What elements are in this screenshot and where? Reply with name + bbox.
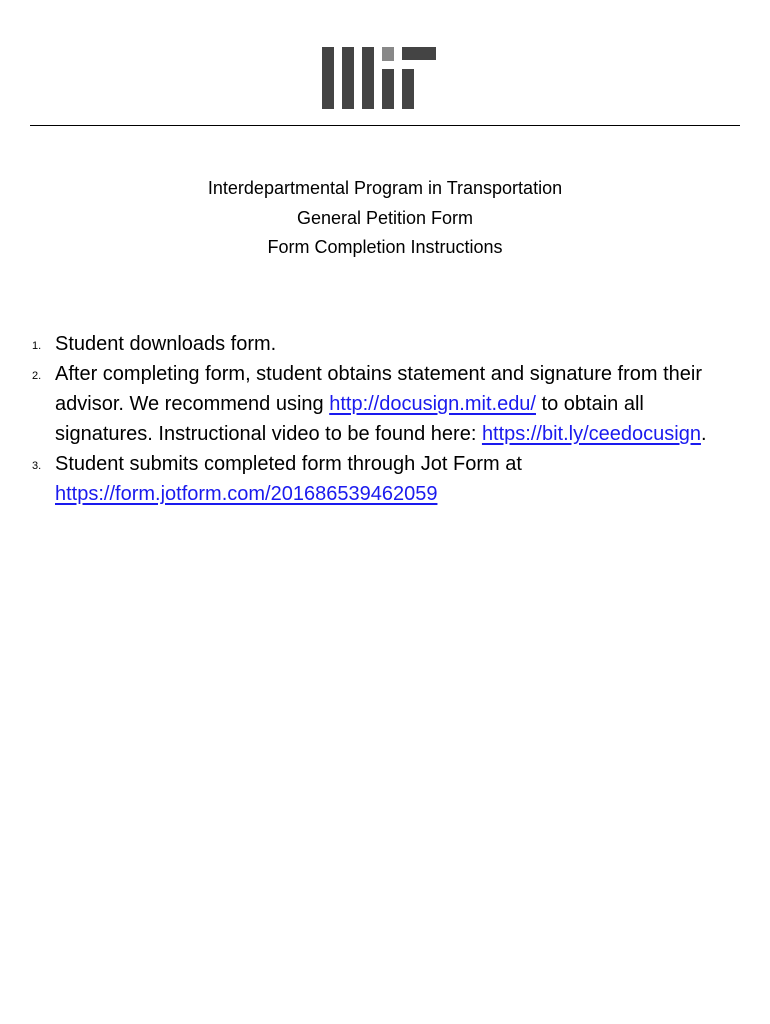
logo-bar <box>382 69 394 109</box>
logo-bar <box>322 47 334 109</box>
step-text: After completing form, student obtains statement and signature from their advisor. We recommend using <box>55 363 702 415</box>
logo-bar <box>402 69 414 109</box>
title-line-program: Interdepartmental Program in Transportation <box>207 178 563 198</box>
logo-bar <box>362 47 374 109</box>
step-text: to obtain all signatures. Instructional video to be found here: <box>55 393 644 445</box>
header-divider <box>30 125 740 126</box>
jotform-link[interactable]: https://form.jotform.com/201686539462059 <box>55 483 438 505</box>
page-title <box>0 174 770 263</box>
step-1 <box>0 329 770 359</box>
mit-logo <box>322 47 436 109</box>
title-line-form: General Petition Form <box>296 207 474 228</box>
logo-bar <box>402 47 436 60</box>
title-line-instructions: Form Completion Instructions <box>267 237 503 257</box>
logo-bar <box>342 47 354 109</box>
logo-bar-accent <box>382 47 394 61</box>
instruction-steps <box>0 329 770 509</box>
step-number: 2. <box>32 370 42 382</box>
step-text: . <box>700 423 707 445</box>
step-2 <box>0 359 770 449</box>
docusign-link[interactable]: http://docusign.mit.edu/ <box>329 393 536 415</box>
step-number: 3. <box>32 460 42 472</box>
step-text: Student downloads form. <box>55 333 277 355</box>
video-link[interactable]: https://bit.ly/ceedocusign <box>481 423 701 445</box>
step-number: 1. <box>32 340 42 352</box>
step-text: Student submits completed form through Jot Form at <box>55 453 522 475</box>
step-3 <box>0 449 770 509</box>
